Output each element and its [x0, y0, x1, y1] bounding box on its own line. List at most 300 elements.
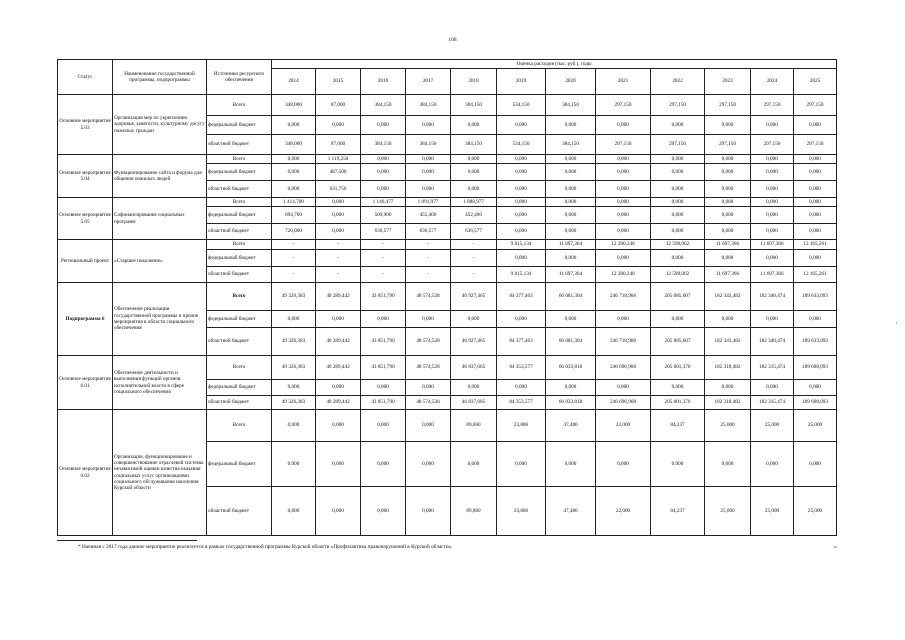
row-status: Основное мероприятие 5.05 — [58, 198, 113, 240]
cell-value: 43 851,790 — [361, 396, 406, 410]
cell-value: 0,000 — [406, 116, 451, 135]
cell-value: 0,000 — [705, 116, 751, 135]
cell-value: 43 851,790 — [361, 283, 406, 311]
cell-value: 384,150 — [451, 95, 497, 116]
cell-value: 49 326,383 — [272, 328, 316, 356]
table-row — [58, 198, 837, 207]
cell-value: - — [406, 240, 451, 250]
edge-mark: ' — [895, 322, 897, 328]
cell-value: 0,000 — [451, 311, 497, 328]
cell-value: 0,000 — [751, 181, 794, 198]
cell-value: 0,000 — [596, 311, 651, 328]
cell-value: 0,000 — [596, 116, 651, 135]
row-program-name: Функционирование сайта и форума для общения пожилых людей — [113, 155, 207, 198]
cell-value: 0,000 — [794, 311, 837, 328]
row-program-name: Организация, функционирование и совершенствование отраслевой системы независимой оценки качества оказания социальных услуг организациями социального обслуживания населения Курской области — [113, 410, 207, 536]
cell-value: 384,150 — [406, 95, 451, 116]
cell-value: - — [316, 250, 361, 267]
cell-value: 0,000 — [794, 207, 837, 224]
cell-value: 25,000 — [794, 410, 837, 442]
cell-value: 66 081,304 — [546, 283, 596, 311]
header-name: Наименование государственной программы, подпрограммы — [113, 60, 207, 95]
row-source: федеральный бюджет — [207, 164, 272, 181]
cell-value: 246 696,968 — [596, 396, 651, 410]
cell-value: 0,000 — [794, 224, 837, 240]
cell-value: 205 085,607 — [651, 283, 705, 311]
cell-value: 720,000 — [272, 224, 316, 240]
cell-value: 84 377,463 — [497, 328, 546, 356]
header-year: 2025 — [794, 69, 837, 95]
cell-value: 0,000 — [361, 181, 406, 198]
cell-value: 25,000 — [705, 487, 751, 536]
cell-value: - — [361, 267, 406, 283]
cell-value: 0,000 — [651, 380, 705, 396]
row-program-name: Организация мер по укреплению здоровья, занятости, культурному досугу пожилых граждан — [113, 95, 207, 155]
cell-value: 0,000 — [596, 380, 651, 396]
cell-value: 0,000 — [497, 116, 546, 135]
cell-value: 384,150 — [546, 135, 596, 155]
header-year: 2022 — [651, 69, 705, 95]
cell-value: 0,000 — [794, 116, 837, 135]
row-program-name: Обеспечение реализации государственной программы и прочие мероприятия в области социального обеспечения — [113, 283, 207, 356]
cell-value: 0,000 — [651, 198, 705, 207]
table-row — [58, 356, 837, 380]
cell-value: 66 081,304 — [546, 328, 596, 356]
header-status: Статус — [58, 60, 113, 95]
cell-value: 23,886 — [497, 487, 546, 536]
cell-value: 0,000 — [497, 198, 546, 207]
cell-value: 1 146,477 — [361, 198, 406, 207]
cell-value: 0,000 — [451, 155, 497, 164]
footnote-end: ». — [834, 544, 838, 550]
cell-value: 0,000 — [794, 380, 837, 396]
cell-value: 87,000 — [316, 95, 361, 116]
cell-value: 0,000 — [451, 181, 497, 198]
cell-value: 0,000 — [272, 155, 316, 164]
cell-value: 84,237 — [651, 410, 705, 442]
cell-value: - — [272, 250, 316, 267]
cell-value: 452,400 — [451, 207, 497, 224]
header-year: 2024 — [751, 69, 794, 95]
row-source: федеральный бюджет — [207, 207, 272, 224]
cell-value: 0,000 — [406, 410, 451, 442]
cell-value: 49 326,383 — [272, 283, 316, 311]
cell-value: 0,000 — [451, 442, 497, 487]
cell-value: 40 289,442 — [316, 328, 361, 356]
budget-table — [57, 59, 837, 536]
row-program-name: Обеспечение деятельности и выполнения функций органов исполнительной власти в сфере социального обеспечения — [113, 356, 207, 410]
cell-value: 0,000 — [451, 380, 497, 396]
header-year: 2023 — [705, 69, 751, 95]
cell-value: 66 033,818 — [546, 356, 596, 380]
cell-value: 0,000 — [651, 164, 705, 181]
cell-value: 384,150 — [361, 95, 406, 116]
table-row — [58, 410, 837, 442]
cell-value: 297,150 — [751, 95, 794, 116]
cell-value: 11 697,366 — [751, 240, 794, 250]
cell-value: 0,000 — [751, 224, 794, 240]
cell-value: 534,150 — [497, 95, 546, 116]
cell-value: 40 289,442 — [316, 283, 361, 311]
cell-value: 1 414,700 — [272, 198, 316, 207]
cell-value: 182 343,482 — [705, 328, 751, 356]
cell-value: 0,000 — [272, 116, 316, 135]
cell-value: 182 340,474 — [751, 283, 794, 311]
cell-value: 0,000 — [705, 380, 751, 396]
footnote-text: * Начиная с 2017 года данное мероприятие реализуется в рамках государственной программы Курской области «Профилактика правонарушений в Курской области». — [78, 544, 453, 550]
cell-value: 0,000 — [546, 250, 596, 267]
cell-value: 348,000 — [272, 135, 316, 155]
cell-value: 0,000 — [497, 181, 546, 198]
row-source: федеральный бюджет — [207, 442, 272, 487]
cell-value: 0,000 — [651, 181, 705, 198]
cell-value: 11 697,366 — [705, 267, 751, 283]
cell-value: 297,150 — [751, 135, 794, 155]
cell-value: 0,000 — [705, 250, 751, 267]
header-year: 2020 — [546, 69, 596, 95]
cell-value: 0,000 — [546, 380, 596, 396]
cell-value: 0,000 — [705, 164, 751, 181]
cell-value: 0,000 — [651, 250, 705, 267]
cell-value: 0,000 — [497, 155, 546, 164]
row-status: Региональный проект — [58, 240, 113, 283]
row-source: областной бюджет — [207, 267, 272, 283]
cell-value: 46 837,605 — [451, 396, 497, 410]
row-source: областной бюджет — [207, 224, 272, 240]
cell-value: 0,000 — [316, 116, 361, 135]
row-source: Всего — [207, 356, 272, 380]
header-year: 2018 — [451, 69, 497, 95]
cell-value: 47,486 — [546, 487, 596, 536]
cell-value: 40 289,442 — [316, 396, 361, 410]
cell-value: 12 165,261 — [794, 240, 837, 250]
cell-value: 0,000 — [272, 410, 316, 442]
row-source: областной бюджет — [207, 487, 272, 536]
cell-value: 46 927,465 — [451, 328, 497, 356]
cell-value: 694,700 — [272, 207, 316, 224]
cell-value: 182 340,474 — [751, 328, 794, 356]
row-source: федеральный бюджет — [207, 116, 272, 135]
cell-value: 1 091,977 — [406, 198, 451, 207]
cell-value: 25,000 — [705, 410, 751, 442]
cell-value: 0,000 — [316, 207, 361, 224]
header-year: 2016 — [361, 69, 406, 95]
cell-value: 25,000 — [794, 487, 837, 536]
cell-value: 0,000 — [651, 116, 705, 135]
row-source: федеральный бюджет — [207, 380, 272, 396]
cell-value: 0,000 — [546, 198, 596, 207]
header-year: 2021 — [596, 69, 651, 95]
cell-value: 0,000 — [272, 380, 316, 396]
cell-value: 25,000 — [751, 410, 794, 442]
cell-value: 297,150 — [794, 95, 837, 116]
cell-value: - — [272, 267, 316, 283]
cell-value: 0,000 — [361, 487, 406, 536]
cell-value: 0,000 — [596, 155, 651, 164]
cell-value: - — [406, 267, 451, 283]
cell-value: 455,400 — [406, 207, 451, 224]
cell-value: 182 315,474 — [751, 356, 794, 380]
cell-value: 0,000 — [406, 380, 451, 396]
cell-value: 12 280,248 — [596, 267, 651, 283]
footnote — [78, 544, 838, 550]
cell-value: 84,237 — [651, 487, 705, 536]
cell-value: - — [451, 250, 497, 267]
table-row — [58, 95, 837, 116]
cell-value: 0,000 — [497, 380, 546, 396]
cell-value: 0,000 — [316, 442, 361, 487]
cell-value: 0,000 — [705, 155, 751, 164]
cell-value: 0,000 — [596, 207, 651, 224]
cell-value: 509,900 — [361, 207, 406, 224]
row-source: Всего — [207, 283, 272, 311]
cell-value: 0,000 — [546, 311, 596, 328]
cell-value: 40 289,442 — [316, 356, 361, 380]
cell-value: 0,000 — [794, 155, 837, 164]
page-number: 108 — [448, 37, 457, 43]
cell-value: 0,000 — [596, 442, 651, 487]
cell-value: 0,000 — [705, 311, 751, 328]
row-source: областной бюджет — [207, 396, 272, 410]
cell-value: 1 119,250 — [316, 155, 361, 164]
cell-value: 297,150 — [651, 135, 705, 155]
cell-value: 0,000 — [705, 198, 751, 207]
cell-value: 0,000 — [361, 164, 406, 181]
cell-value: 246 696,968 — [596, 356, 651, 380]
cell-value: 0,000 — [546, 116, 596, 135]
header-year: 2017 — [406, 69, 451, 95]
cell-value: 384,150 — [546, 95, 596, 116]
cell-value: 0,000 — [596, 250, 651, 267]
cell-value: 23,886 — [497, 410, 546, 442]
cell-value: 12 598,062 — [651, 267, 705, 283]
cell-value: 0,000 — [316, 380, 361, 396]
header-year: 2014 — [272, 69, 316, 95]
row-source: Всего — [207, 95, 272, 116]
cell-value: 0,000 — [751, 155, 794, 164]
header-estimate: Оценка расходов (тыс. руб.), годы — [272, 60, 837, 69]
cell-value: 0,000 — [751, 442, 794, 487]
cell-value: 48 574,528 — [406, 328, 451, 356]
cell-value: 0,000 — [751, 250, 794, 267]
cell-value: 0,000 — [596, 181, 651, 198]
row-status: Основное мероприятие 6.01 — [58, 356, 113, 410]
header-year: 2019 — [497, 69, 546, 95]
cell-value: 636,577 — [406, 224, 451, 240]
cell-value: 11 697,364 — [546, 267, 596, 283]
cell-value: - — [451, 240, 497, 250]
cell-value: 0,000 — [794, 198, 837, 207]
cell-value: 0,000 — [316, 311, 361, 328]
cell-value: 0,000 — [596, 198, 651, 207]
cell-value: 0,000 — [651, 442, 705, 487]
cell-value: 43 851,790 — [361, 356, 406, 380]
cell-value: 0,000 — [751, 311, 794, 328]
cell-value: 11 697,366 — [751, 267, 794, 283]
cell-value: 25,000 — [751, 487, 794, 536]
cell-value: 0,000 — [794, 442, 837, 487]
cell-value: 348,000 — [272, 95, 316, 116]
cell-value: 205 085,607 — [651, 328, 705, 356]
cell-value: 0,000 — [272, 487, 316, 536]
cell-value: 0,000 — [316, 198, 361, 207]
cell-value: 0,000 — [316, 410, 361, 442]
cell-value: 205 001,370 — [651, 356, 705, 380]
cell-value: 0,000 — [751, 198, 794, 207]
cell-value: 0,000 — [705, 224, 751, 240]
cell-value: 84 377,463 — [497, 283, 546, 311]
cell-value: 11 697,366 — [705, 240, 751, 250]
row-source: областной бюджет — [207, 135, 272, 155]
cell-value: 246 718,968 — [596, 283, 651, 311]
cell-value: 297,150 — [596, 135, 651, 155]
cell-value: - — [316, 267, 361, 283]
cell-value: 297,150 — [651, 95, 705, 116]
cell-value: 46 837,605 — [451, 356, 497, 380]
cell-value: 0,000 — [406, 181, 451, 198]
header-sources: Источники ресурсного обеспечения — [207, 60, 272, 95]
cell-value: 0,000 — [361, 442, 406, 487]
cell-value: - — [361, 240, 406, 250]
cell-value: 189 633,093 — [794, 283, 837, 311]
cell-value: 0,000 — [546, 442, 596, 487]
cell-value: 0,000 — [272, 442, 316, 487]
row-source: областной бюджет — [207, 181, 272, 198]
cell-value: 384,150 — [451, 135, 497, 155]
cell-value: 636,577 — [361, 224, 406, 240]
cell-value: 297,150 — [794, 135, 837, 155]
cell-value: 384,150 — [361, 135, 406, 155]
cell-value: 0,000 — [361, 155, 406, 164]
row-source: Всего — [207, 155, 272, 164]
cell-value: 22,000 — [596, 487, 651, 536]
cell-value: 182 343,482 — [705, 283, 751, 311]
row-source: областной бюджет — [207, 328, 272, 356]
cell-value: 47,486 — [546, 410, 596, 442]
cell-value: - — [316, 240, 361, 250]
cell-value: 182 315,474 — [751, 396, 794, 410]
row-source: Всего — [207, 240, 272, 250]
cell-value: 0,000 — [705, 442, 751, 487]
cell-value: 0,000 — [497, 224, 546, 240]
cell-value: 0,000 — [272, 311, 316, 328]
table-row — [58, 240, 837, 250]
cell-value: 0,000 — [497, 311, 546, 328]
cell-value: 0,000 — [361, 380, 406, 396]
cell-value: 0,000 — [751, 207, 794, 224]
cell-value: 0,000 — [596, 164, 651, 181]
cell-value: 205 001,370 — [651, 396, 705, 410]
cell-value: 0,000 — [705, 207, 751, 224]
cell-value: 0,000 — [361, 311, 406, 328]
table-row — [58, 283, 837, 311]
cell-value: 182 318,482 — [705, 396, 751, 410]
cell-value: 0,000 — [451, 164, 497, 181]
cell-value: 49 326,383 — [272, 396, 316, 410]
cell-value: 0,000 — [316, 487, 361, 536]
cell-value: 636,577 — [451, 224, 497, 240]
cell-value: 182 318,482 — [705, 356, 751, 380]
cell-value: 0,000 — [546, 207, 596, 224]
cell-value: 49 326,383 — [272, 356, 316, 380]
cell-value: 189 608,093 — [794, 356, 837, 380]
cell-value: 0,000 — [406, 164, 451, 181]
row-program-name: «Старшее поколение» — [113, 240, 207, 283]
cell-value: 534,150 — [497, 135, 546, 155]
table-row — [58, 155, 837, 164]
cell-value: 9 815,134 — [497, 240, 546, 250]
cell-value: 0,000 — [651, 224, 705, 240]
row-status: Основное мероприятие 6.02 — [58, 410, 113, 536]
cell-value: 0,000 — [316, 224, 361, 240]
cell-value: - — [272, 240, 316, 250]
cell-value: 0,000 — [546, 224, 596, 240]
cell-value: 0,000 — [705, 181, 751, 198]
cell-value: 0,000 — [361, 410, 406, 442]
cell-value: 0,000 — [451, 116, 497, 135]
row-source: федеральный бюджет — [207, 311, 272, 328]
header-year: 2015 — [316, 69, 361, 95]
cell-value: 87,000 — [316, 135, 361, 155]
cell-value: 487,500 — [316, 164, 361, 181]
row-status: Подпрограмма 6 — [58, 283, 113, 356]
cell-value: 0,000 — [794, 181, 837, 198]
cell-value: 12 165,261 — [794, 267, 837, 283]
cell-value: 89,860 — [451, 410, 497, 442]
cell-value: 0,000 — [751, 164, 794, 181]
cell-value: 0,000 — [497, 164, 546, 181]
cell-value: 89,860 — [451, 487, 497, 536]
cell-value: 22,000 — [596, 410, 651, 442]
cell-value: 0,000 — [497, 207, 546, 224]
cell-value: 189 608,093 — [794, 396, 837, 410]
cell-value: 43 851,790 — [361, 328, 406, 356]
cell-value: - — [361, 250, 406, 267]
row-program-name: Софинансирование социальных программ — [113, 198, 207, 240]
cell-value: 0,000 — [651, 207, 705, 224]
cell-value: 0,000 — [361, 116, 406, 135]
footnote-rule — [57, 540, 197, 541]
cell-value: 0,000 — [406, 442, 451, 487]
cell-value: 297,150 — [705, 95, 751, 116]
cell-value: 0,000 — [272, 164, 316, 181]
cell-value: 46 927,465 — [451, 283, 497, 311]
cell-value: 48 574,528 — [406, 396, 451, 410]
row-status: Основное мероприятие 5.04 — [58, 155, 113, 198]
cell-value: - — [451, 267, 497, 283]
cell-value: 0,000 — [794, 164, 837, 181]
cell-value: 12 598,062 — [651, 240, 705, 250]
cell-value: 9 815,134 — [497, 267, 546, 283]
cell-value: 0,000 — [406, 487, 451, 536]
cell-value: - — [406, 250, 451, 267]
cell-value: 12 280,248 — [596, 240, 651, 250]
cell-value: 0,000 — [751, 116, 794, 135]
cell-value: 66 033,818 — [546, 396, 596, 410]
cell-value: 0,000 — [651, 311, 705, 328]
cell-value: 0,000 — [406, 155, 451, 164]
row-source: Всего — [207, 410, 272, 442]
cell-value: 0,000 — [651, 155, 705, 164]
cell-value: 297,150 — [705, 135, 751, 155]
cell-value: 0,000 — [272, 181, 316, 198]
cell-value: 189 633,093 — [794, 328, 837, 356]
cell-value: 0,000 — [497, 250, 546, 267]
cell-value: 0,000 — [546, 155, 596, 164]
cell-value: 84 353,577 — [497, 396, 546, 410]
row-status: Основное мероприятие 5.03 — [58, 95, 113, 155]
cell-value: 0,000 — [546, 181, 596, 198]
